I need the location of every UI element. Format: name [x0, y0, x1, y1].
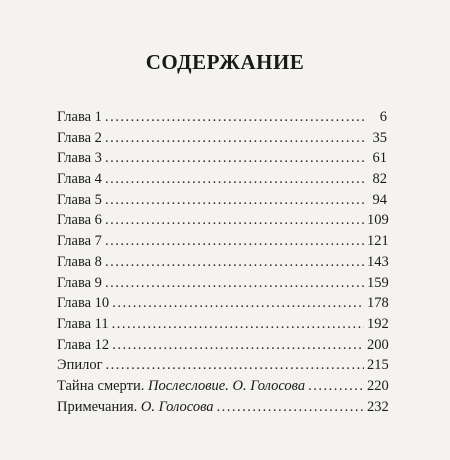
toc-entry-label-italic: О. Голосова [140, 398, 214, 415]
toc-entry-page: 215 [367, 357, 389, 374]
toc-entry-label: Глава 9 [57, 274, 102, 291]
toc-leader-dots [105, 128, 364, 149]
toc-leader-dots [112, 335, 364, 356]
toc-leader-dots [105, 273, 364, 294]
toc-entry [57, 397, 387, 418]
toc-leader-dots [217, 397, 364, 418]
toc-entry [57, 231, 387, 252]
toc-leader-dots [112, 314, 364, 335]
toc-leader-dots [105, 107, 364, 128]
toc-entry [57, 355, 387, 376]
toc-entry [57, 293, 387, 314]
toc-entry-label: Глава 12 [57, 336, 110, 353]
toc-entry-label-roman: Тайна смерти. [57, 377, 148, 394]
page-title: СОДЕРЖАНИЕ [145, 50, 305, 74]
toc-entry [57, 335, 387, 356]
toc-entry-label-italic: Послесловие. О. Голосова [147, 377, 306, 394]
toc-leader-dots [105, 190, 364, 211]
toc-entry-page: 143 [367, 253, 389, 270]
toc-entry [57, 314, 387, 335]
toc-entry-page: 94 [372, 191, 387, 208]
toc-entry-label: Глава 6 [57, 212, 102, 229]
toc-leader-dots [308, 376, 364, 397]
toc-entry [57, 376, 387, 397]
toc-entry [57, 148, 387, 169]
toc-entry [57, 128, 387, 149]
toc-leader-dots [105, 231, 364, 252]
toc-entry-page: 232 [367, 398, 389, 415]
toc-entry-label: Глава 3 [57, 150, 102, 167]
toc-entry-label: Глава 7 [57, 233, 102, 250]
toc-leader-dots [105, 252, 364, 273]
toc-entry-page: 6 [379, 109, 387, 125]
toc-entry-label: Глава 10 [57, 295, 110, 312]
toc-entry-label: Глава 11 [57, 315, 109, 332]
toc-entry-page: 61 [372, 150, 387, 167]
toc-leader-dots [105, 169, 364, 190]
toc-entry-label: Глава 1 [57, 109, 102, 125]
toc-entry-page: 121 [367, 233, 389, 250]
toc-entry-label-roman: Примечания. [57, 398, 141, 415]
toc-entry [57, 107, 387, 128]
toc-entry [57, 252, 387, 273]
table-of-contents [57, 107, 387, 417]
toc-leader-dots [112, 293, 364, 314]
toc-entry-page: 109 [367, 212, 389, 229]
toc-entry-label: Глава 8 [57, 253, 102, 270]
toc-entry-label [57, 376, 305, 397]
toc-entry [57, 190, 387, 211]
toc-entry [57, 273, 387, 294]
toc-entry [57, 169, 387, 190]
toc-entry-page: 159 [367, 274, 389, 291]
toc-entry-label: Глава 4 [57, 171, 102, 188]
toc-entry-page: 192 [367, 315, 389, 332]
toc-entry [57, 210, 387, 231]
toc-leader-dots [105, 210, 364, 231]
toc-leader-dots [105, 148, 364, 169]
toc-entry-label: Глава 2 [57, 129, 102, 146]
toc-entry-page: 82 [372, 171, 387, 188]
toc-entry-label: Эпилог [57, 357, 103, 374]
toc-entry-page: 35 [372, 129, 387, 146]
toc-entry-page: 200 [367, 336, 389, 353]
toc-entry-label [57, 397, 214, 418]
toc-leader-dots [106, 355, 364, 376]
toc-entry-page: 220 [367, 377, 389, 394]
toc-entry-label: Глава 5 [57, 191, 102, 208]
toc-entry-page: 178 [367, 295, 389, 312]
